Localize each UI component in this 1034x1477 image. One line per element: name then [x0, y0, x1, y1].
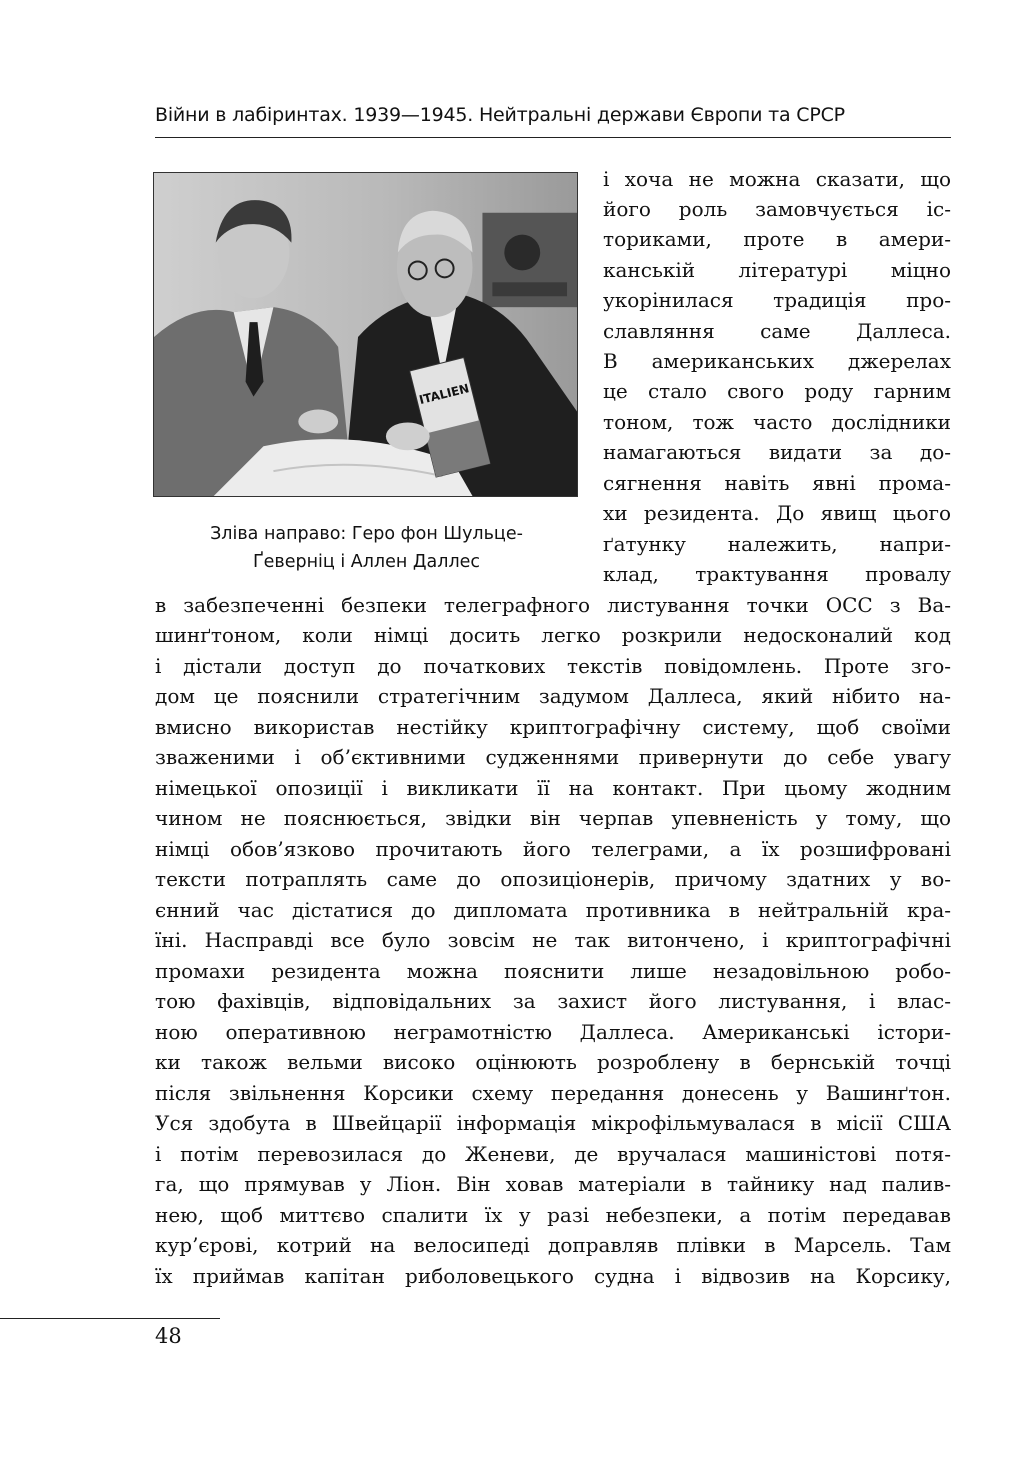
footer-rule [0, 1318, 220, 1319]
body-line: єнний час дістатися до дипломата противника в нейтральній кра- [155, 898, 951, 922]
body-line: тою фахівців, відповідальних за захист його листування, і влас- [155, 989, 951, 1013]
body-line: промахи резидента можна пояснити лише незадовільною робо- [155, 959, 951, 983]
body-line: Уся здобута в Швейцарії інформація мікрофільмувалася в місії США [155, 1111, 951, 1135]
body-line: німецької опозиції і викликати її на контакт. При цьому жодним [155, 776, 951, 800]
body-line: це стало свого роду гарним [603, 379, 951, 403]
body-line: шинґтоном, коли німці досить легко розкрили недосконалий код [155, 623, 951, 647]
body-line: тоном, тож часто дослідники [603, 410, 951, 434]
body-line: його роль замовчується іс- [603, 197, 951, 221]
photo-caption [154, 520, 579, 576]
body-line: ториками, проте в амери- [603, 227, 951, 251]
body-line: їх приймав капітан риболовецького судна і відвозив на Корсику, [155, 1264, 951, 1288]
body-line: після звільнення Корсики схему передання донесень у Вашинґтон. [155, 1081, 951, 1105]
body-line: вмисно використав нестійку криптографічну систему, щоб своїми [155, 715, 951, 739]
body-line: клад, трактування провалу [603, 562, 951, 586]
body-line: кур’єрові, котрий на велосипеді доправляв плівки в Марсель. Там [155, 1233, 951, 1257]
booklet-title: ITALIEN [417, 381, 471, 408]
body-line: сягнення навіть явні прома- [603, 471, 951, 495]
photo-illustration [154, 173, 577, 496]
body-line: дом це пояснили стратегічним задумом Даллеса, який нібито на- [155, 684, 951, 708]
running-header: Війни в лабіринтах. 1939—1945. Нейтральні держави Європи та СРСР [155, 104, 845, 126]
historical-photo [153, 172, 578, 497]
body-line: тексти потраплять саме до опозиціонерів, причому здатних у во- [155, 867, 951, 891]
body-line: укорінилася традиція про- [603, 288, 951, 312]
body-line: ною оперативною неграмотністю Даллеса. Американські істори- [155, 1020, 951, 1044]
body-line: намагаються видати за до- [603, 440, 951, 464]
body-line: і хоча не можна сказати, що [603, 167, 951, 191]
caption-line: Зліва направо: Геро фон Шульце- [210, 524, 523, 544]
body-line: га, що прямував у Ліон. Він ховав матеріали в тайнику над палив- [155, 1172, 951, 1196]
body-line: славляння саме Даллеса. [603, 319, 951, 343]
body-line: ки також вельми високо оцінюють розроблену в бернській точці [155, 1050, 951, 1074]
body-line: чином не пояснюється, звідки він черпав упевненість у тому, що [155, 806, 951, 830]
body-line: німці обов’язково прочитають його телеграми, а їх розшифровані [155, 837, 951, 861]
body-line: їні. Насправді все було зовсім не так витончено, і криптографічні [155, 928, 951, 952]
body-line: і дістали доступ до початкових текстів повідомлень. Проте зго- [155, 654, 951, 678]
body-line: нею, щоб миттєво спалити їх у разі небезпеки, а потім передавав [155, 1203, 951, 1227]
body-line: в забезпеченні безпеки телеграфного листування точки ОСС з Ва- [155, 593, 951, 617]
body-line: В американських джерелах [603, 349, 951, 373]
header-rule [155, 137, 951, 138]
page-number: 48 [155, 1324, 182, 1348]
body-line: і потім перевозилася до Женеви, де вручалася машиністові потя- [155, 1142, 951, 1166]
body-line: ґатунку належить, напри- [603, 532, 951, 556]
body-line: хи резидента. До явищ цього [603, 501, 951, 525]
caption-line: Ґеверніц і Аллен Даллес [252, 552, 481, 572]
body-line: зваженими і об’єктивними судженнями привернути до себе увагу [155, 745, 951, 769]
body-line: канській літературі міцно [603, 258, 951, 282]
